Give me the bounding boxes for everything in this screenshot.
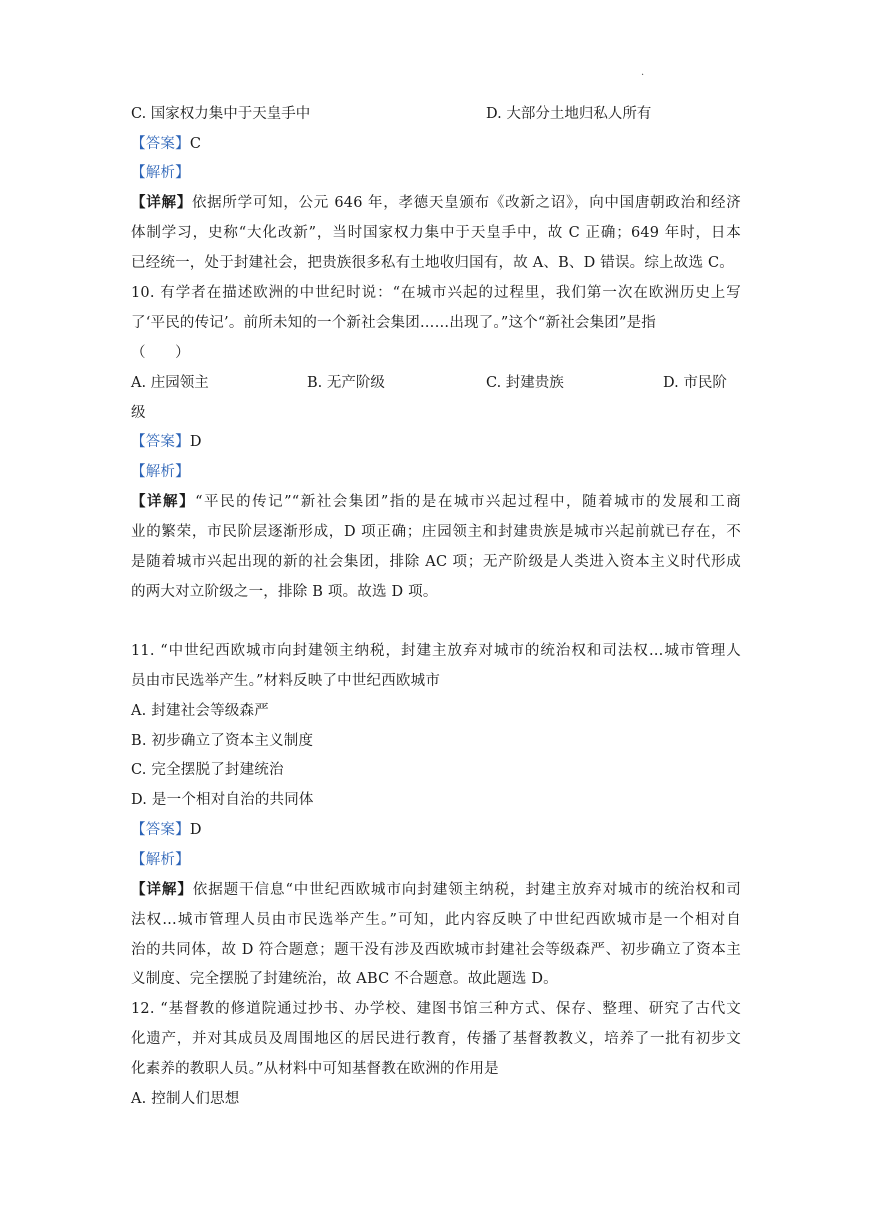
q12-stem-line-1: 12. “基督教的修道院通过抄书、办学校、建图书馆三种方式、保存、整理、研究了古代文 — [131, 1001, 741, 1017]
q11-stem-line-1: 11. “中世纪西欧城市向封建领主纳税，封建主放弃对城市的统治权和司法权…城市管理人 — [131, 643, 741, 659]
analysis-tag: 【解析】 — [131, 165, 190, 181]
answer-tag: 【答案】 — [131, 822, 190, 838]
q9-detail-line-2: 体制学习，史称“大化改新”，当时国家权力集中于天皇手中，故 C 正确；649 年时，日本 — [131, 225, 741, 241]
q12-stem-line-3: 化素养的教职人员。”从材料中可知基督教在欧洲的作用是 — [131, 1061, 499, 1077]
q11-option-b: B. 初步确立了资本主义制度 — [131, 733, 314, 749]
q11-analysis — [131, 845, 741, 875]
q11-detail-line-2: 法权…城市管理人员由市民选举产生。”可知，此内容反映了中世纪西欧城市是一个相对自 — [131, 912, 741, 928]
q10-detail-line-1: 【详解】“平民的传记”“新社会集团”指的是在城市兴起过程中，随着城市的发展和工商 — [131, 493, 741, 510]
q12-option-a: A. 控制人们思想 — [131, 1091, 240, 1107]
q10-analysis — [131, 457, 741, 487]
q11-option-a: A. 封建社会等级森严 — [131, 703, 269, 719]
q12-stem-line-2: 化遗产，并对其成员及周围地区的居民进行教育，传播了基督教教义，培养了一批有初步文 — [131, 1031, 741, 1047]
q11-detail-line-1: 【详解】依据题干信息“中世纪西欧城市向封建领主纳税，封建主放弃对城市的统治权和司 — [131, 881, 741, 898]
q10-stem-line-2: 了‘平民的传记’。前所未知的一个新社会集团……出现了。”这个“新社会集团”是指 — [131, 315, 657, 331]
q9-detail-line-1: 【详解】依据所学可知，公元 646 年，孝德天皇颁布《改新之诏》，向中国唐朝政治和经济 — [131, 194, 741, 211]
q11-answer — [131, 815, 741, 845]
q10-detail-line-3: 是随着城市兴起出现的新的社会集团，排除 AC 项；无产阶级是人类进入资本主义时代形成 — [131, 554, 741, 570]
q9-option-c: C. 国家权力集中于天皇手中 — [131, 106, 311, 122]
detail-tag: 【详解】 — [131, 881, 193, 898]
q10-detail-line-2: 业的繁荣，市民阶层逐渐形成，D 项正确；庄园领主和封建贵族是城市兴起前就已存在，不 — [131, 524, 741, 540]
q11-option-c: C. 完全摆脱了封建统治 — [131, 762, 284, 778]
q10-option-d-continued: 级 — [131, 405, 146, 421]
q10-answer — [131, 427, 741, 457]
analysis-tag: 【解析】 — [131, 464, 190, 480]
answer-value: C — [189, 136, 202, 152]
answer-tag: 【答案】 — [131, 136, 190, 152]
q11-option-d: D. 是一个相对自治的共同体 — [131, 792, 314, 808]
q10-detail-line-4: 的两大对立阶级之一，排除 B 项。故选 D 项。 — [131, 584, 438, 600]
q10-option-c: C. 封建贵族 — [486, 375, 564, 391]
q9-analysis — [131, 158, 741, 188]
q11-stem-line-2: 员由市民选举产生。”材料反映了中世纪西欧城市 — [131, 673, 441, 689]
q9-answer — [131, 129, 741, 159]
q10-stem-line-1: 10. 有学者在描述欧洲的中世纪时说：“在城市兴起的过程里，我们第一次在欧洲历史上写 — [131, 285, 741, 301]
q11-detail-line-3: 治的共同体，故 D 符合题意；题干没有涉及西欧城市封建社会等级森严、初步确立了资本主 — [131, 942, 741, 958]
detail-tag: 【详解】 — [131, 493, 196, 510]
q9-detail-line-3: 已经统一，处于封建社会，把贵族很多私有土地收归国有，故 A、B、D 错误。综上故选 C。 — [131, 255, 734, 271]
q10-stem-line-3: （ ） — [131, 345, 190, 361]
q11-detail-line-4: 义制度、完全摆脱了封建统治，故 ABC 不合题意。故此题选 D。 — [131, 971, 558, 987]
corner-mark: · — [641, 70, 645, 81]
answer-value: D — [189, 434, 202, 450]
analysis-tag: 【解析】 — [131, 852, 190, 868]
answer-value: D — [189, 822, 202, 838]
q10-option-d: D. 市民阶 — [663, 375, 727, 391]
q10-option-a: A. 庄园领主 — [131, 375, 209, 391]
answer-tag: 【答案】 — [131, 434, 190, 450]
q9-option-d: D. 大部分土地归私人所有 — [486, 106, 652, 122]
detail-tag: 【详解】 — [131, 194, 192, 211]
q10-option-b: B. 无产阶级 — [307, 375, 385, 391]
